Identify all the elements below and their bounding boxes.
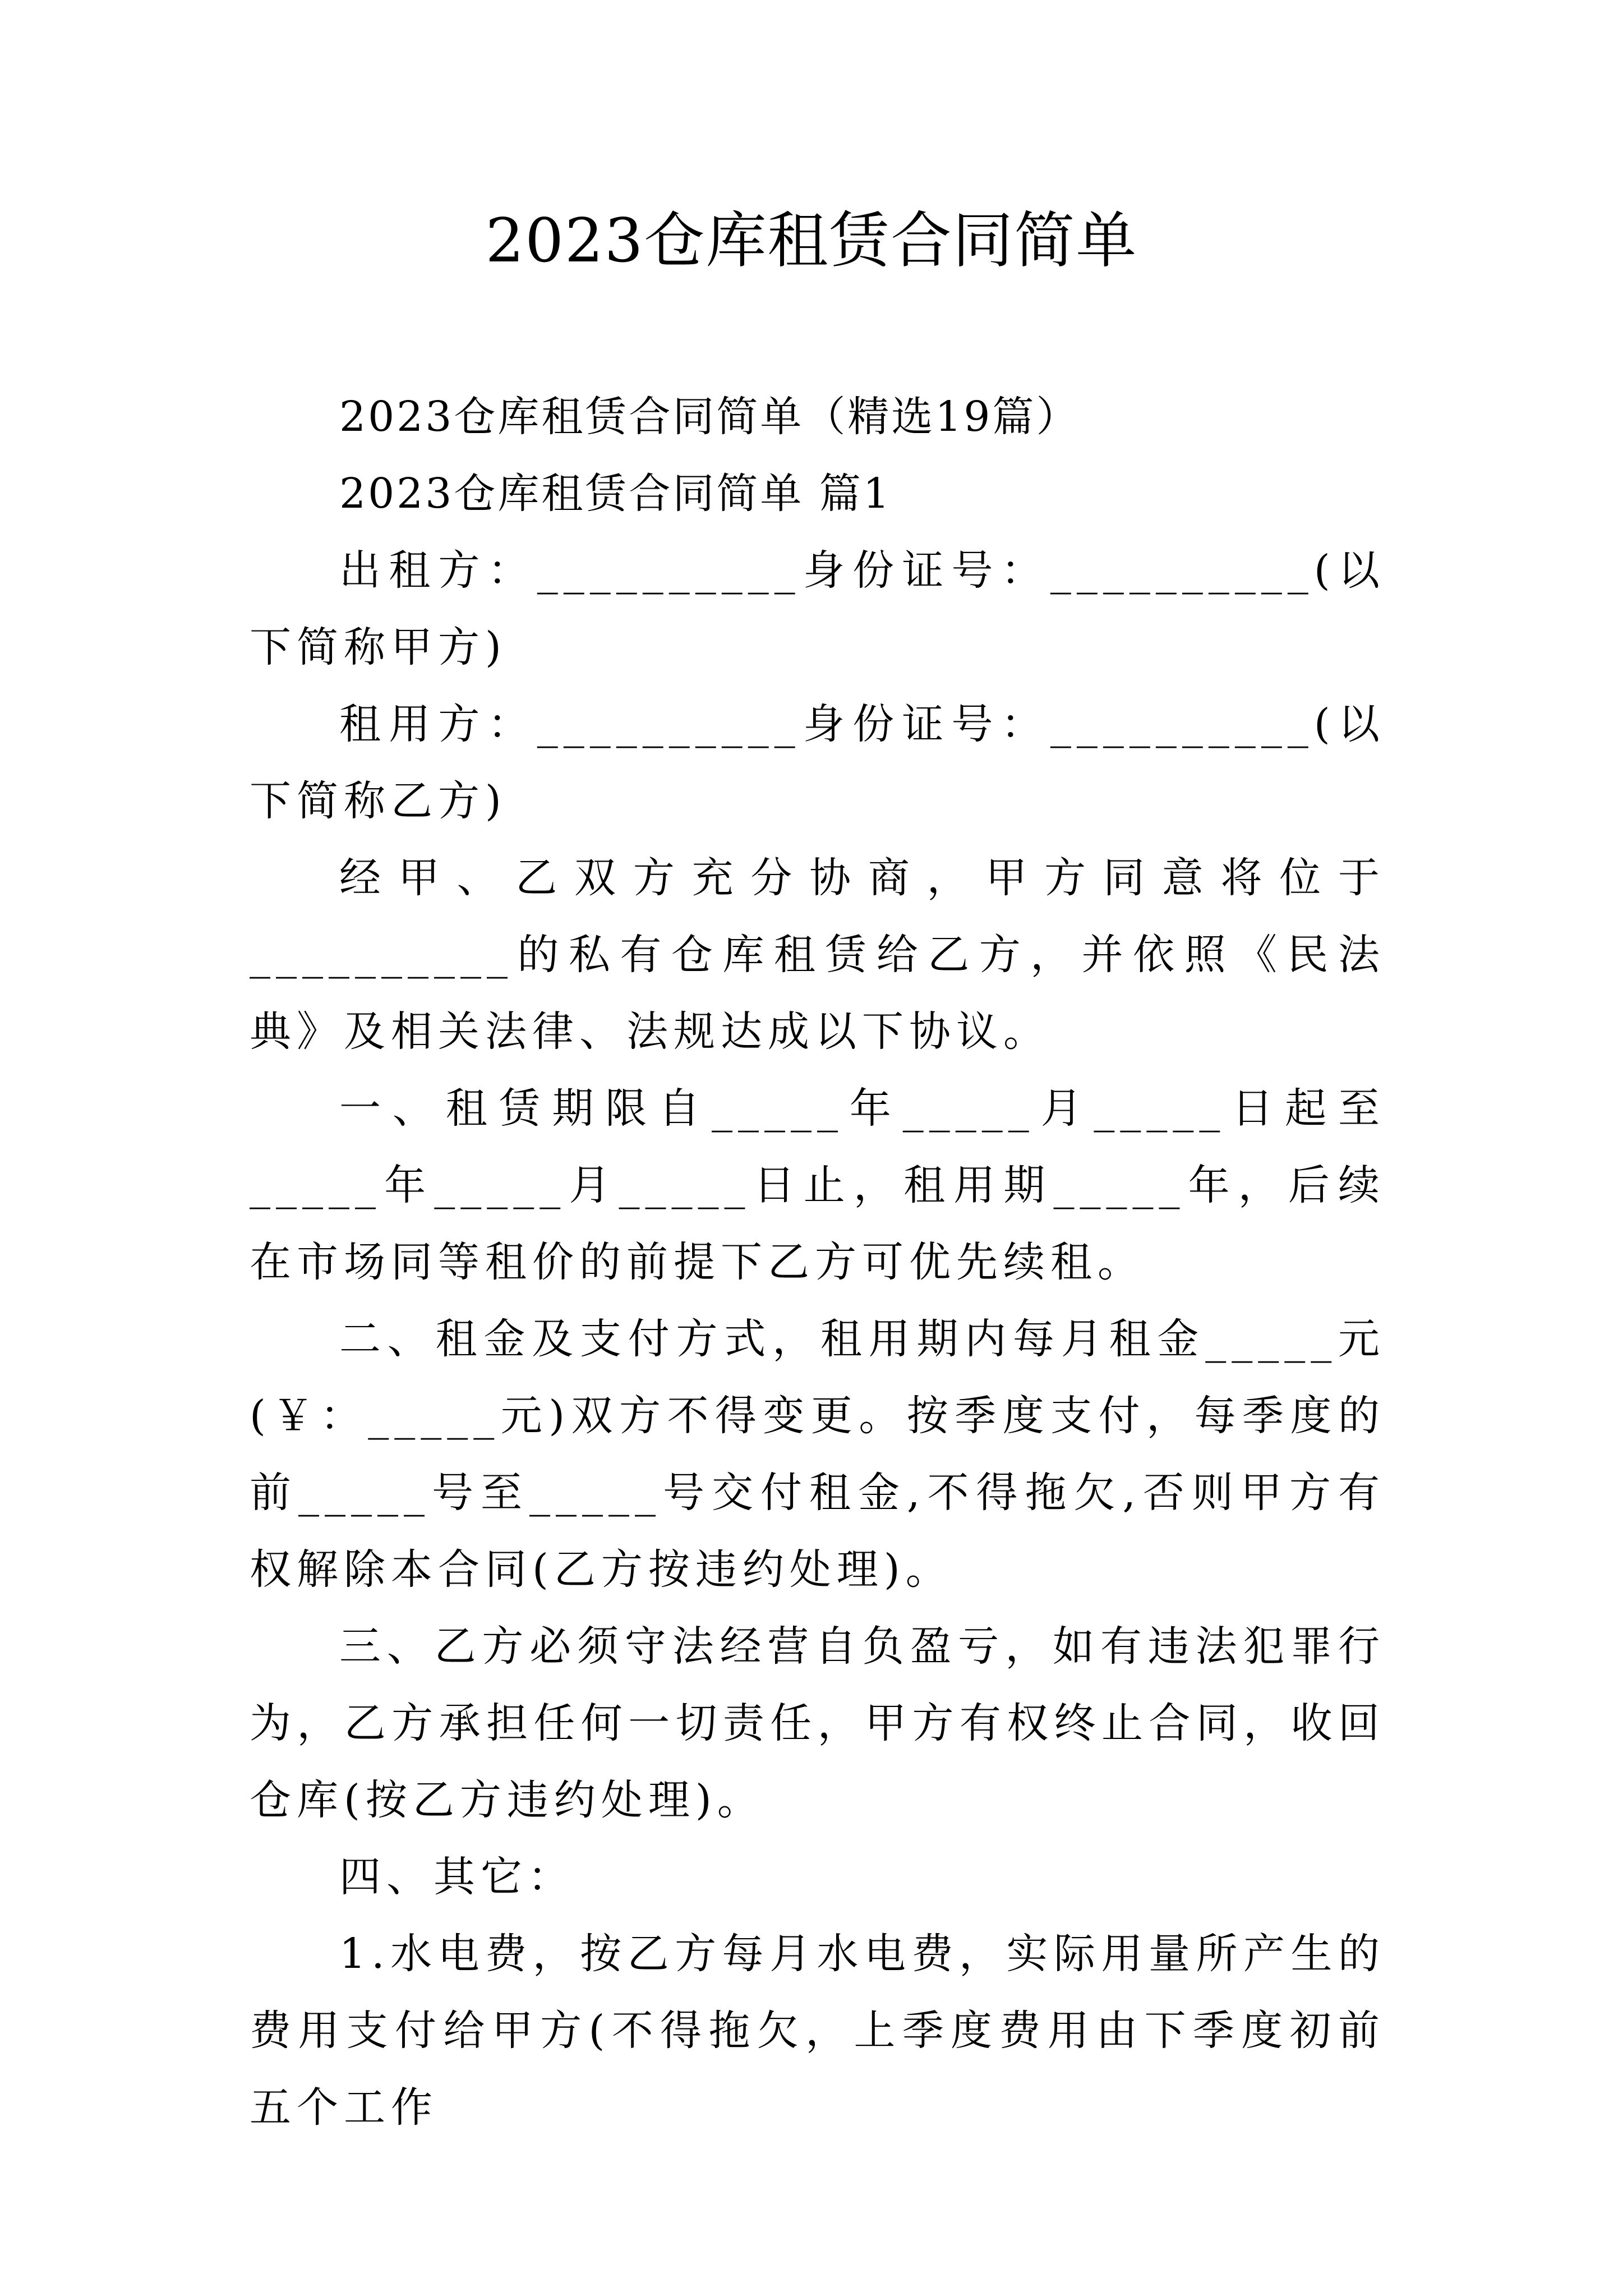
lease-term-clause: 一、租赁期限自_____年_____月_____日起至_____年_____月_____日止，租用期_____年，后续在市场同等租价的前提下乙方可优先续租。 [250, 1084, 1385, 1286]
document-body [250, 379, 1385, 2146]
agreement-paragraph: 经甲、乙双方充分协商，甲方同意将位于__________的私有仓库租赁给乙方，并依照《民法典》及相关法律、法规达成以下协议。 [250, 854, 1385, 1056]
utilities-clause: 1.水电费，按乙方每月水电费，实际用量所产生的费用支付给甲方(不得拖欠，上季度费用由下季度初前五个工作 [250, 1930, 1385, 2132]
document-subtitle: 2023仓库租赁合同简单（精选19篇） [339, 393, 1080, 441]
lawful-operation-clause: 三、乙方必须守法经营自负盈亏，如有违法犯罪行为，乙方承担任何一切责任，甲方有权终止合同，收回仓库(按乙方违约处理)。 [250, 1622, 1385, 1824]
document-title: 2023仓库租赁合同简单 [485, 206, 1138, 276]
lessor-line: 出租方：__________身份证号：__________(以下简称甲方) [250, 546, 1385, 671]
lessee-line: 租用方：__________身份证号：__________(以下简称乙方) [250, 700, 1385, 825]
other-terms-heading: 四、其它： [339, 1853, 575, 1901]
section-heading: 2023仓库租赁合同简单 篇1 [339, 470, 892, 518]
rent-payment-clause: 二、租金及支付方式，租用期内每月租金_____元(￥：_____元)双方不得变更。按季度支付，每季度的前_____号至_____号交付租金,不得拖欠,否则甲方有权解除本合同(乙方按违约处理)。 [250, 1315, 1385, 1594]
